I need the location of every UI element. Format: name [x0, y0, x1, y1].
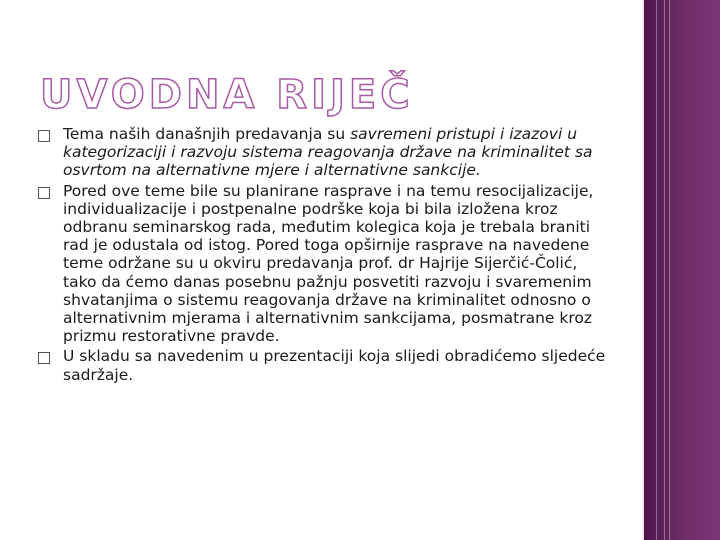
panel-stripe: [669, 0, 670, 540]
bullet-text-normal: Tema naših današnjih predavanja su: [63, 125, 351, 143]
square-bullet-icon: [38, 187, 50, 199]
slide-title: UVODNA RIJEČ: [40, 72, 414, 118]
list-item: [38, 182, 613, 346]
bullet-text: [63, 125, 613, 180]
panel-divider: [642, 0, 644, 540]
bullet-text: Pored ove teme bile su planirane rasprave i na temu resocijalizacije, individualizacije i postpenalne podrške koja bi bila izložena kroz odbranu seminarskog rada, međutim kolegica koja je trebala braniti rad je odustala od istog. Pored toga opširnije rasprave na navedene teme održane su u okviru predavanja prof. dr Hajrije Sijerčić-Čolić, tako da ćemo danas posebnu pažnju posvetiti razvoju i svaremenim shvatanjima o sistemu reagovanja države na kriminalitet odnosno o alternativnim mjerama i alternativnim sankcijama, posmatrane kroz prizmu restorativne pravde.: [63, 181, 594, 346]
bullet-text-italic: savremeni pristupi i izazovi u kategorizaciji i razvoju sistema reagovanja države na kriminalitet sa osvrtom na alternativne mjere i alternativne sankcije.: [63, 125, 593, 180]
list-item: [38, 125, 613, 180]
panel-stripe: [664, 0, 665, 540]
bullet-list: [38, 125, 613, 386]
decorative-side-panel: [642, 0, 720, 540]
panel-stripe: [656, 0, 657, 540]
square-bullet-icon: [38, 130, 50, 142]
bullet-text: U skladu sa navedenim u prezentaciji koja slijedi obradićemo sljedeće sadržaje.: [63, 347, 606, 384]
square-bullet-icon: [38, 352, 50, 364]
list-item: [38, 347, 613, 383]
